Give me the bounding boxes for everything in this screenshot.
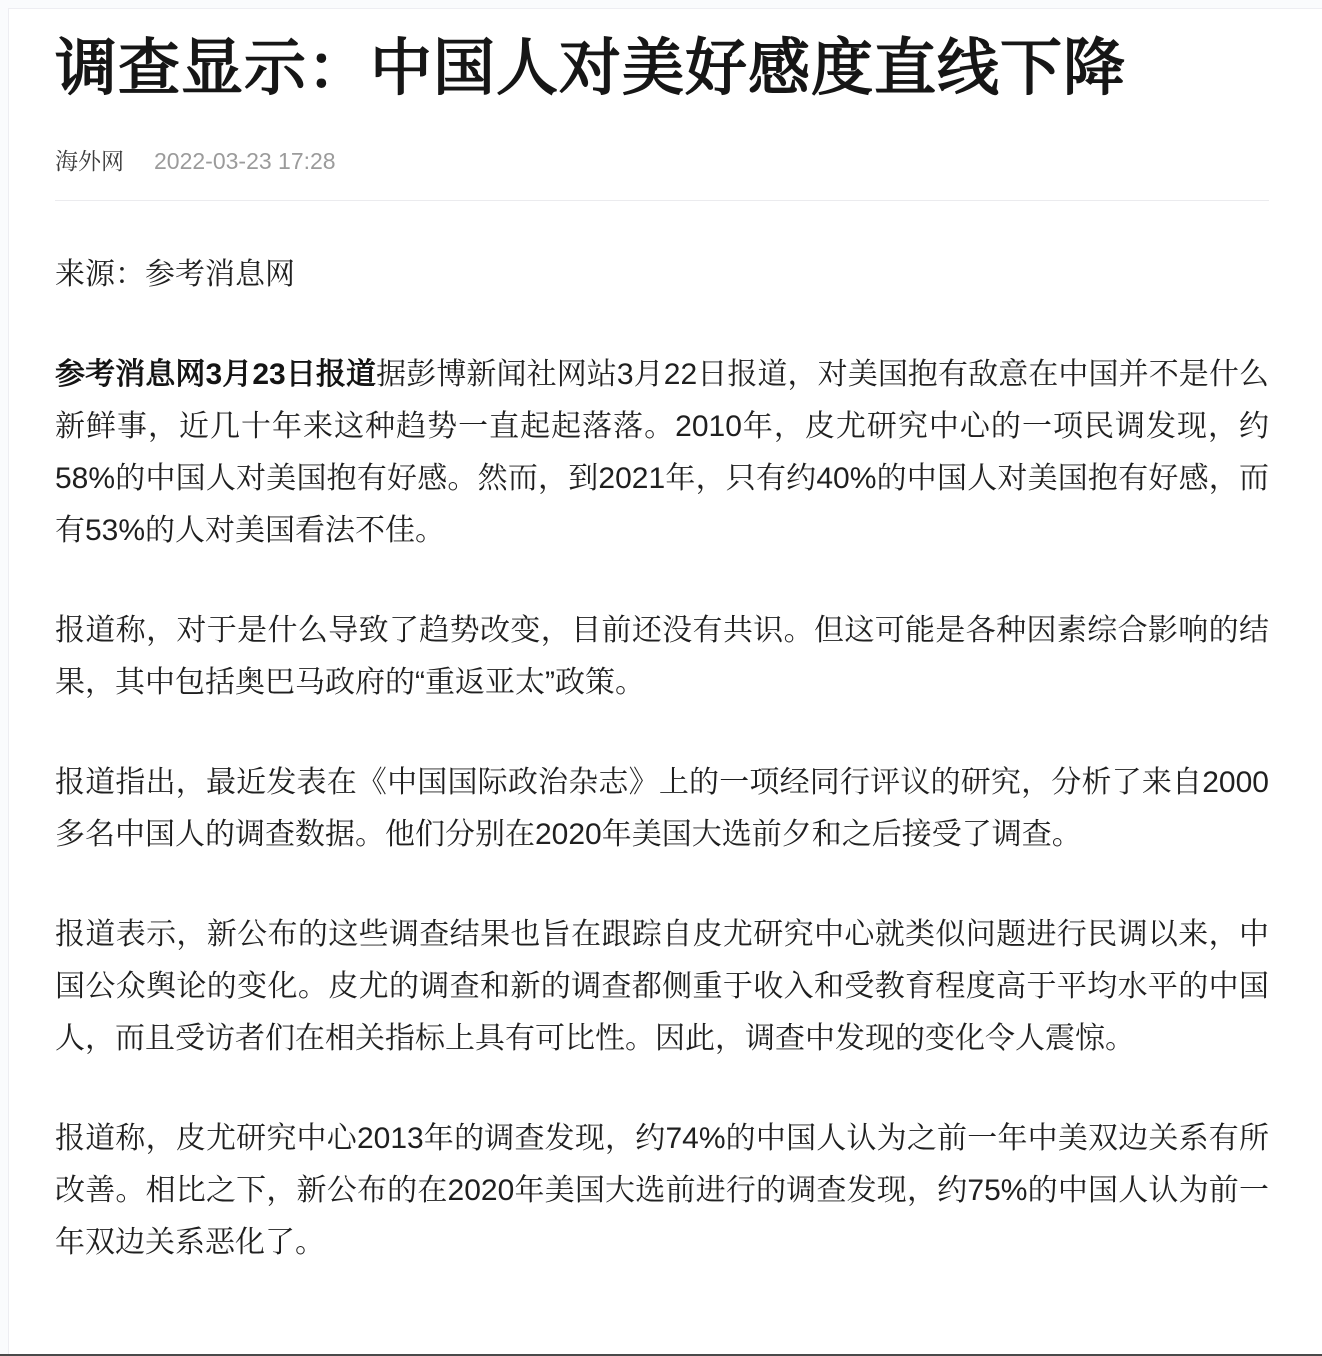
paragraph bbox=[55, 1113, 1269, 1269]
paragraph bbox=[55, 757, 1269, 861]
paragraph-lead-bold: 参考消息网3月23日报道 bbox=[55, 357, 377, 391]
paragraph-text: 报道称，对于是什么导致了趋势改变，目前还没有共识。但这可能是各种因素综合影响的结果，其中包括奥巴马政府的“重返亚太”政策。 bbox=[55, 613, 1269, 699]
article-body bbox=[55, 249, 1269, 1269]
publisher-name[interactable]: 海外网 bbox=[55, 147, 124, 174]
article-title: 调查显示：中国人对美好感度直线下降 bbox=[55, 34, 1127, 103]
article-meta bbox=[55, 143, 1269, 176]
source-line: 来源：参考消息网 bbox=[55, 257, 295, 291]
article-page bbox=[8, 8, 1322, 1356]
paragraph-text: 报道表示，新公布的这些调查结果也旨在跟踪自皮尤研究中心就类似问题进行民调以来，中国公众舆论的变化。皮尤的调查和新的调查都侧重于收入和受教育程度高于平均水平的中国人，而且受访者们在相关指标上具有可比性。因此，调查中发现的变化令人震惊。 bbox=[55, 917, 1269, 1055]
paragraph-text: 报道指出，最近发表在《中国国际政治杂志》上的一项经同行评议的研究，分析了来自2000多名中国人的调查数据。他们分别在2020年美国大选前夕和之后接受了调查。 bbox=[55, 765, 1269, 851]
header-divider bbox=[55, 200, 1269, 201]
publish-timestamp: 2022-03-23 17:28 bbox=[154, 147, 336, 174]
paragraph-text: 报道称，皮尤研究中心2013年的调查发现，约74%的中国人认为之前一年中美双边关系有所改善。相比之下，新公布的在2020年美国大选前进行的调查发现，约75%的中国人认为前一年双边关系恶化了。 bbox=[55, 1121, 1269, 1259]
paragraph bbox=[55, 349, 1269, 557]
paragraph bbox=[55, 909, 1269, 1065]
paragraph-text: 据彭博新闻社网站3月22日报道，对美国抱有敌意在中国并不是什么新鲜事，近几十年来这种趋势一直起起落落。2010年，皮尤研究中心的一项民调发现，约58%的中国人对美国抱有好感。然而，到2021年，只有约40%的中国人对美国抱有好感，而有53%的人对美国看法不佳。 bbox=[55, 357, 1269, 547]
paragraph bbox=[55, 605, 1269, 709]
